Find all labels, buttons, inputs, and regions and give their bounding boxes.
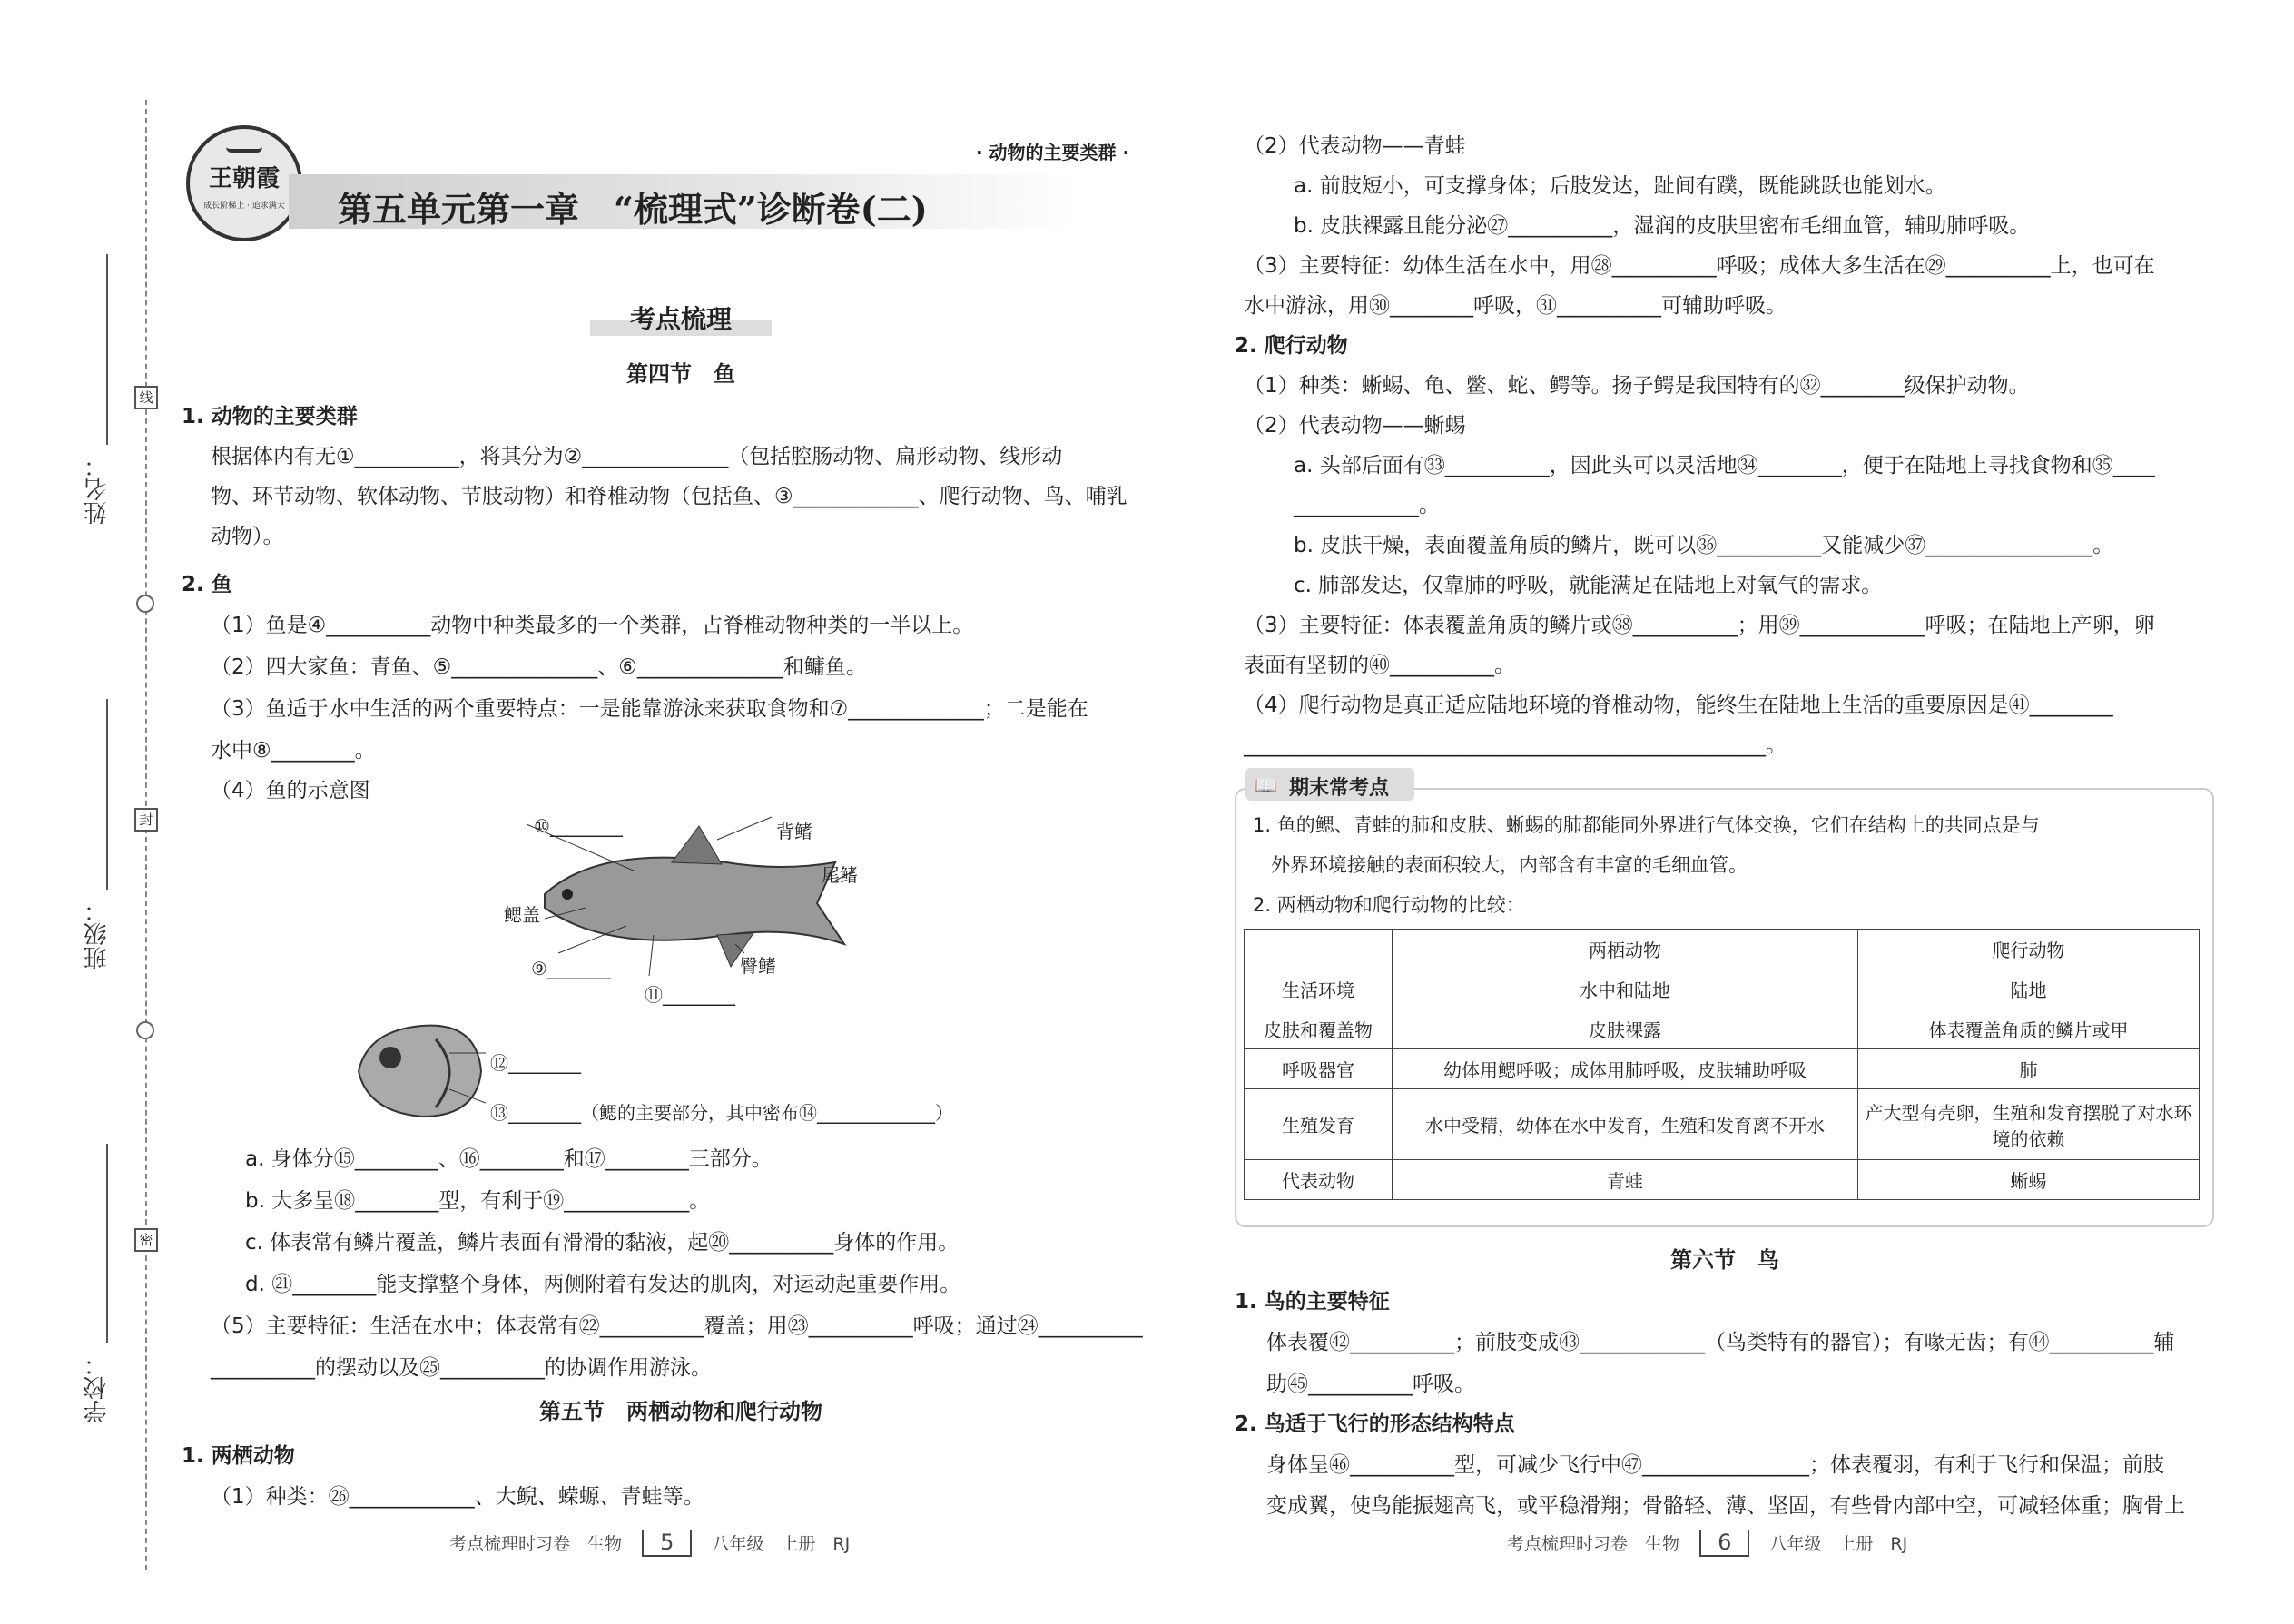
table-cell: 陆地 [1858,969,2200,1009]
table-cell: 肺 [1858,1049,2200,1089]
school-label: 学校： [84,1353,111,1423]
left-line-1: 根据体内有无①__________，将其分为②______________（包括腔肠动物、扁形动物、线形动 [211,445,1063,468]
right-line2-1: 体表覆㊷__________；前肢变成㊸____________（鸟类特有的器官）；有喙无齿；有㊹__________辅 [1266,1331,2175,1354]
right-line2-3: 2. 鸟适于飞行的形态结构特点 [1235,1412,1515,1436]
fish-body [545,858,844,944]
class-blank[interactable] [106,699,108,890]
fish-label-13: ⑬________（鳃的主要部分，其中密布⑭_____________） [490,1102,953,1124]
left-line2-2: c. 体表常有鳞片覆盖，鳞片表面有滑滑的黏液，起⑳__________身体的作用。 [245,1231,960,1255]
book-icon: 📖 [1255,774,1277,796]
left-line3-0: 1. 两栖动物 [182,1444,295,1468]
fish-head-shape [359,1026,481,1117]
right-line2-5: 变成翼，使鸟能振翅高飞，或平稳滑翔；骨骼轻、薄、坚固，有些骨内部中空，可减轻体重；胸骨上 [1266,1494,2185,1518]
table-cell: 水中和陆地 [1393,969,1858,1009]
logo [186,125,302,241]
comparison-table [1244,929,2200,1200]
table-cell: 水中受精，幼体在水中发育，生殖和发育离不开水 [1393,1089,1858,1160]
fish-label-10: ⑩________ [534,815,623,837]
name-label: 姓名： [84,454,111,525]
table-cell: 代表动物 [1245,1160,1393,1200]
right-line-3: （3）主要特征：幼体生活在水中，用㉘__________呼吸；成体大多生活在㉙__________上，也可在 [1244,254,2155,278]
right-line-14: （4）爬行动物是真正适应陆地环境的脊椎动物，能终生在陆地上生活的重要原因是㊶________ [1244,694,2113,717]
sec4-title: 第四节 鱼 [626,361,735,387]
class-label: 班级： [84,899,111,969]
left-line2-3: d. ㉑________能支撑整个身体，两侧附着有发达的肌肉，对运动起重要作用。 [245,1273,961,1296]
footer-left-grade: 八年级 上册 RJ [712,1534,851,1554]
left-line2-4: （5）主要特征：生活在水中；体表常有㉒__________覆盖；用㉓__________呼吸；通过㉔__________ [211,1314,1143,1338]
table-row [1245,1009,2200,1049]
logo-crown-icon [226,136,262,153]
fish-label-dorsal: 背鳍 [776,821,812,842]
circle-deco-2 [136,1021,154,1039]
footer-right-page: 6 [1699,1530,1749,1557]
table-cell: 皮肤和覆盖物 [1245,1009,1393,1049]
left-line-8: 水中⑧________。 [211,739,376,763]
fish-label-12: ⑫________ [490,1052,581,1074]
fish-label-11: ⑪________ [645,984,735,1006]
review-heading: 考点梳理 [590,300,772,336]
left-line-6: （2）四大家鱼：青鱼、⑤______________、⑥______________和鳙鱼。 [211,655,867,679]
fish-label-anal: 臀鳍 [740,955,776,977]
footer-right-series: 考点梳理时习卷 生物 [1507,1534,1680,1554]
school-blank[interactable] [106,1144,108,1343]
right-line-7: （2）代表动物——蜥蜴 [1244,414,1466,438]
right-line-8: a. 头部后面有㉝__________，因此头可以灵活地㉞________，便于在陆地上寻找食物和㉟____ [1294,454,2155,477]
box-line-0: 1. 鱼的鳃、青蛙的肺和皮肤、蜥蜴的肺都能同外界进行气体交换，它们在结构上的共同点是与 [1253,814,2040,836]
table-cell: 呼吸器官 [1245,1049,1393,1089]
right-line-15: __________________________________________________。 [1244,733,1787,757]
table-header-row [1245,930,2200,969]
footer-left-series: 考点梳理时习卷 生物 [449,1534,623,1554]
table-cell: 青蛙 [1393,1160,1858,1200]
table-header-cell: 爬行动物 [1858,930,2200,969]
left-line-5: （1）鱼是④__________动物中种类最多的一个类群，占脊椎动物种类的一半以上。 [211,614,974,637]
footer-right [1507,1530,1907,1557]
left-line3-1: （1）种类：㉖____________、大鲵、蝾螈、青蛙等。 [211,1485,704,1509]
right-line-11: c. 肺部发达，仅靠肺的呼吸，就能满足在陆地上对氧气的需求。 [1294,574,1883,597]
fish-dorsal-fin [672,826,722,864]
circle-deco-1 [136,595,154,613]
table-header-cell: 两栖动物 [1393,930,1858,969]
section-tag: · 动物的主要类群 · [976,142,1130,163]
table-cell: 体表覆盖角质的鳞片或甲 [1858,1009,2200,1049]
box-line-1: 外界环境接触的表面积较大，内部含有丰富的毛细血管。 [1271,854,1748,876]
logo-sub: 成长阶梯上 · 追求满天 [203,202,285,211]
right-line-2: b. 皮肤裸露且能分泌㉗__________，湿润的皮肤里密布毛细血管，辅助肺呼吸。 [1294,214,2031,238]
page-title: 第五单元第一章 “梳理式”诊断卷(二) [338,189,928,230]
table-row [1245,1049,2200,1089]
right-line2-0: 1. 鸟的主要特征 [1235,1290,1390,1314]
left-line2-0: a. 身体分⑮________、⑯________和⑰________三部分。 [245,1147,773,1171]
binding-dashed-line [145,100,147,1570]
sec5-title: 第五节 两栖动物和爬行动物 [539,1399,822,1424]
fish-label-gill-cover: 鳃盖 [504,904,540,926]
right-line-1: a. 前肢短小，可支撑身体；后肢发达，趾间有蹼，既能跳跃也能划水。 [1294,174,1946,198]
table-cell: 生活环境 [1245,969,1393,1009]
seal-line: 线 [134,386,158,409]
fish-head-diagram [350,1017,486,1126]
table-cell: 幼体用鳃呼吸；成体用肺呼吸，皮肤辅助呼吸 [1393,1049,1858,1089]
name-blank[interactable] [106,254,108,445]
table-cell: 产大型有壳卵，生殖和发育摆脱了对水环境的依赖 [1858,1089,2200,1160]
right-line-10: b. 皮肤干燥，表面覆盖角质的鳞片，既可以㊱__________又能减少㊲________________。 [1294,534,2114,557]
table-row [1245,1089,2200,1160]
exam-points-title: 期末常考点 [1289,777,1390,800]
right-line-6: （1）种类：蜥蜴、龟、鳖、蛇、鳄等。扬子鳄是我国特有的㉜________级保护动物。 [1244,374,2030,398]
right-line-4: 水中游泳，用㉚________呼吸，㉛__________可辅助呼吸。 [1244,294,1787,318]
right-line2-4: 身体呈㊻__________型，可减少飞行中㊼________________；体表覆羽，有利于飞行和保温；前肢 [1266,1453,2164,1477]
table-row [1245,1160,2200,1200]
footer-left-page: 5 [642,1530,692,1557]
footer-right-grade: 八年级 上册 RJ [1769,1534,1908,1554]
left-line-0: 1. 动物的主要类群 [182,405,358,428]
right-line-5: 2. 爬行动物 [1235,334,1348,358]
left-line2-5: __________的摆动以及㉕__________的协调作用游泳。 [211,1356,712,1380]
table-header-cell [1245,930,1393,969]
left-line-7: （3）鱼适于水中生活的两个重要特点：一是能靠游泳来获取食物和⑦_____________；二是能在 [211,697,1088,721]
left-line2-1: b. 大多呈⑱________型，有利于⑲____________。 [245,1189,711,1213]
right-line-13: 表面有坚韧的㊵__________。 [1244,654,1515,677]
fish-label-tail: 尾鳍 [822,864,858,886]
fish-head-eye [379,1047,401,1068]
table-cell: 生殖发育 [1245,1089,1393,1160]
table-cell: 皮肤裸露 [1393,1009,1858,1049]
right-line-12: （3）主要特征：体表覆盖角质的鳞片或㊳__________；用㊴____________呼吸；在陆地上产卵，卵 [1244,614,2155,637]
left-line-3: 动物）。 [211,525,284,548]
sec6-title: 第六节 鸟 [1670,1247,1779,1273]
seal-secret: 密 [134,1228,158,1252]
seal-seal: 封 [134,808,158,832]
right-line-0: （2）代表动物——青蛙 [1244,134,1466,158]
logo-text: 王朝霞 [208,165,280,192]
fish-label-9: ⑨_______ [531,958,611,979]
fish-eye [562,889,573,900]
left-line-4: 2. 鱼 [182,573,232,596]
right-line2-2: 助㊺__________呼吸。 [1266,1373,1475,1396]
table-cell: 蜥蜴 [1858,1160,2200,1200]
left-line-9: （4）鱼的示意图 [211,779,370,802]
footer-left [449,1530,850,1557]
left-line-2: 物、环节动物、软体动物、节肢动物）和脊椎动物（包括鱼、③____________、爬行动物、鸟、哺乳 [211,485,1127,508]
box-line-2: 2. 两栖动物和爬行动物的比较： [1253,894,1525,916]
table-row [1245,969,2200,1009]
right-line-9: ____________。 [1294,494,1440,517]
